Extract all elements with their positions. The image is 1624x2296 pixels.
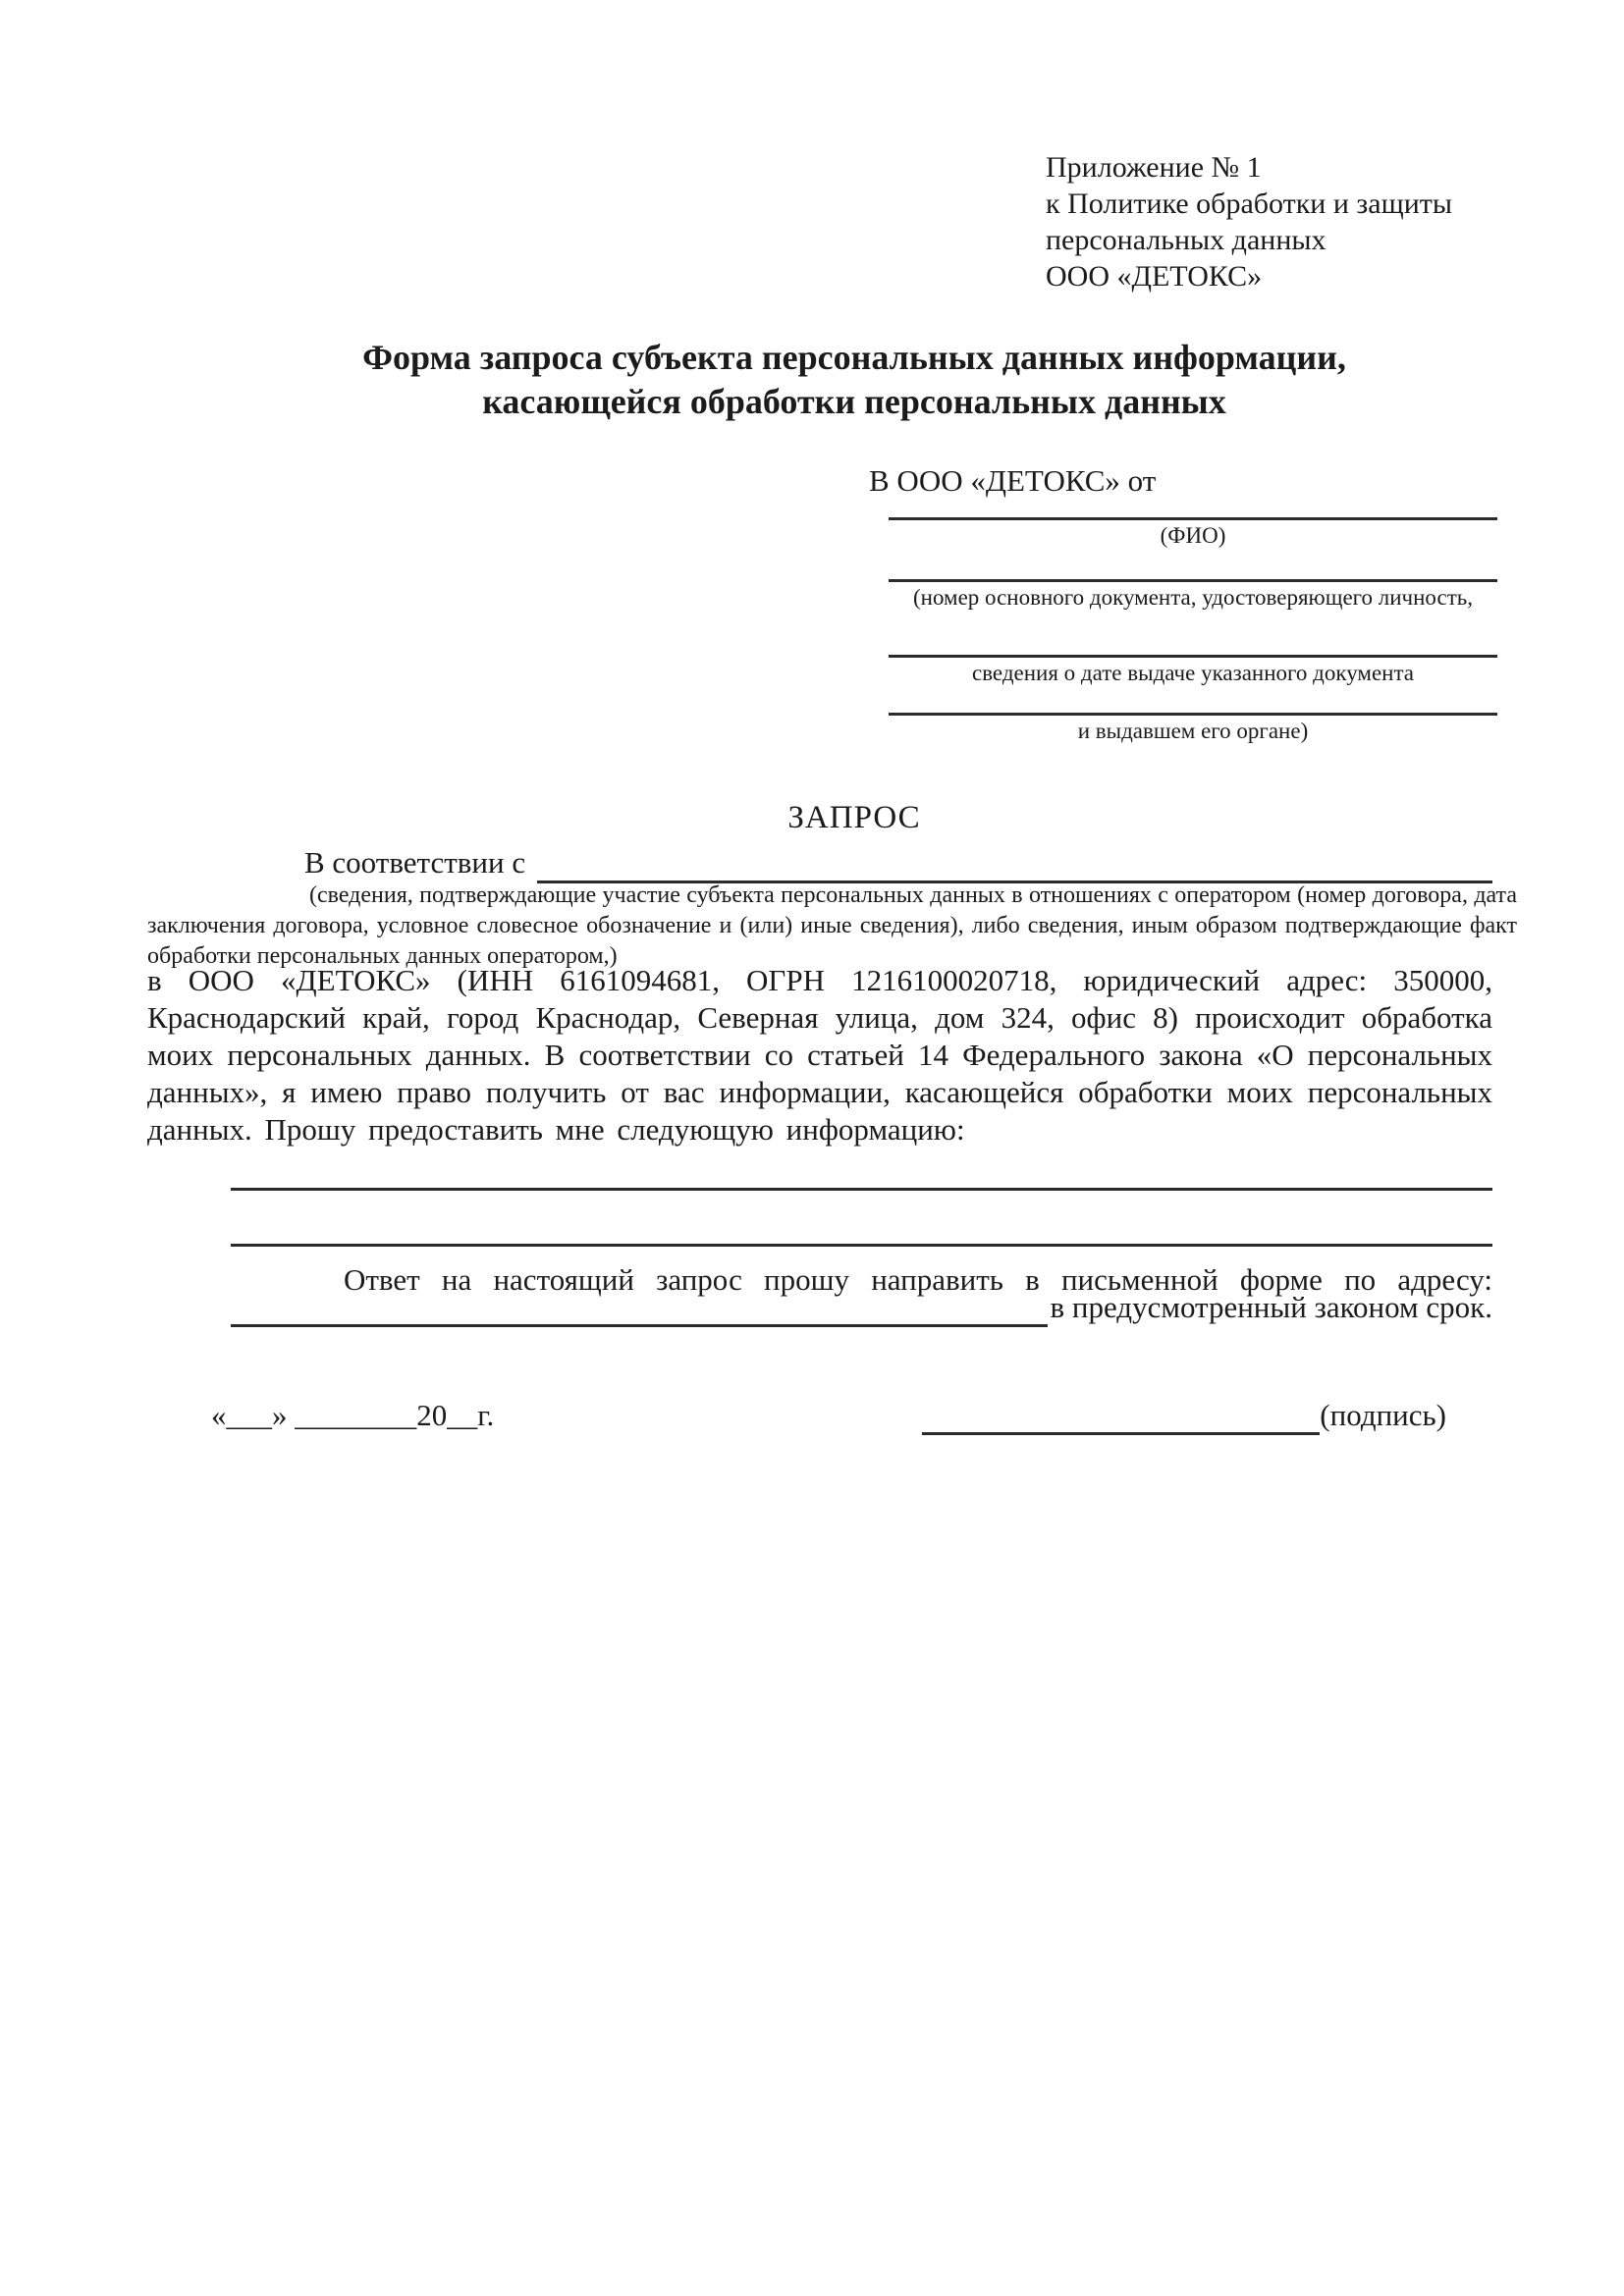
form-field-document-number bbox=[869, 562, 1497, 613]
form-field-issue-date bbox=[869, 638, 1497, 688]
signature-caption: (подпись) bbox=[1320, 1398, 1446, 1432]
appendix-line-4: ООО «ДЕТОКС» bbox=[1046, 260, 1263, 293]
signature-group bbox=[922, 1396, 1446, 1435]
request-heading: ЗАПРОС bbox=[787, 800, 921, 835]
intro-footnote: (сведения, подтверждающие участие субъекта персональных данных в отношениях с оператором (номер договора, дата заключения договора, условное словесное обозначение и (или) иные сведения), либо сведения, иным образом подтверждающие факт обработки персональных данных оператором,) bbox=[147, 882, 1517, 969]
document-number-blank-line bbox=[889, 562, 1497, 582]
request-body-paragraph: в ООО «ДЕТОКС» (ИНН 6161094681, ОГРН 1216100020718, юридический адрес: 350000, Краснодарский край, город Краснодар, Северная улица, дом 324, офис 8) происходит обработка моих персональных данных. В соответствии со статьей 14 Федерального закона «О персональных данных», я имею право получить от вас информации, касающейся обработки моих персональных данных. Прошу предоставить мне следующую информацию: bbox=[147, 963, 1492, 1147]
issuing-authority-caption: и выдавшем его органе) bbox=[1077, 719, 1309, 743]
form-field-issuing-authority bbox=[869, 696, 1497, 746]
fio-blank-line bbox=[889, 501, 1497, 520]
signature-row bbox=[147, 1396, 1492, 1435]
fio-caption: (ФИО) bbox=[1160, 523, 1226, 548]
info-blank-line-1 bbox=[231, 1188, 1492, 1191]
document-number-caption: (номер основного документа, удостоверяющего личность, bbox=[912, 585, 1473, 610]
addressee-label: В ООО «ДЕТОКС» от bbox=[869, 463, 1157, 498]
appendix-line-1: Приложение № 1 bbox=[1046, 151, 1262, 184]
address-blank-line bbox=[231, 1321, 1048, 1327]
signature-blank-line bbox=[922, 1429, 1320, 1435]
appendix-line-3: персональных данных bbox=[1046, 224, 1326, 256]
appendix-line-2: к Политике обработки и защиты bbox=[1046, 187, 1453, 220]
issuing-authority-blank-line bbox=[889, 696, 1497, 716]
date-line: «___» ________20__г. bbox=[211, 1398, 495, 1432]
addressee-block bbox=[869, 461, 1497, 746]
request-intro-row bbox=[147, 842, 1492, 883]
intro-label: В соответствии с bbox=[304, 845, 526, 880]
form-title-line-2: касающейся обработки персональных данных bbox=[482, 382, 1226, 421]
info-blank-line-2 bbox=[231, 1244, 1492, 1247]
appendix-block bbox=[1046, 149, 1452, 294]
reply-address-row bbox=[147, 1288, 1492, 1327]
form-field-fio bbox=[869, 501, 1497, 551]
reply-sentence: Ответ на настоящий запрос прошу направить в письменной форме по адресу: bbox=[344, 1262, 1492, 1297]
issue-date-blank-line bbox=[889, 638, 1497, 658]
form-title bbox=[147, 336, 1492, 424]
reply-closing: в предусмотренный законом срок. bbox=[1050, 1290, 1492, 1324]
form-title-line-1: Форма запроса субъекта персональных данных информации, bbox=[362, 338, 1346, 377]
issue-date-caption: сведения о дате выдаче указанного документа bbox=[971, 661, 1415, 685]
